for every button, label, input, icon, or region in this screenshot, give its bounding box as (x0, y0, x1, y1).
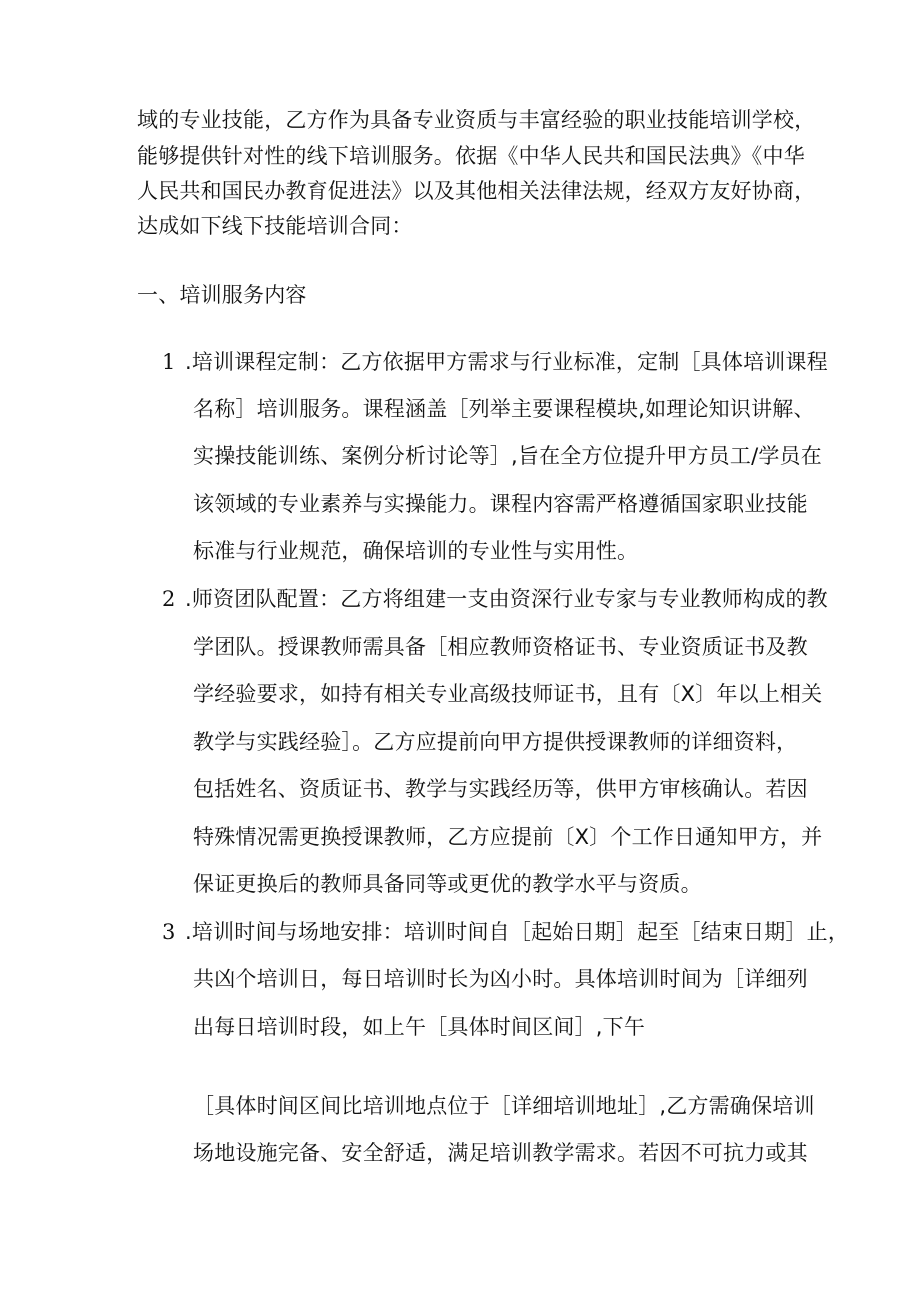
item-line: 该领域的专业素养与实操能力。课程内容需严格遵循国家职业技能 (193, 492, 808, 516)
item-line: 学经验要求，如持有相关专业高级技师证书，且有〔X〕年以上相关 (193, 682, 823, 706)
item-line: 学团队。授课教师需具备［相应教师资格证书、专业资质证书及教 (193, 635, 808, 659)
section-title: 一、培训服务内容 (137, 283, 307, 307)
item-line: 标准与行业规范，确保培训的专业性与实用性。 (193, 539, 639, 563)
intro-line: 能够提供针对性的线下培训服务。依据《中华人民共和国民法典》《中华 (137, 144, 805, 168)
item-line: .师资团队配置：乙方将组建一支由资深行业专家与专业教师构成的教 (185, 587, 828, 611)
item-line: 出每日培训时段，如上午［具体时间区间］,下午 (193, 1015, 646, 1039)
item-line: 教学与实践经验］。乙方应提前向甲方提供授课教师的详细资料， (193, 730, 798, 754)
item-line: 特殊情况需更换授课教师，乙方应提前〔X〕个工作日通知甲方，并 (193, 825, 823, 849)
item-line: 包括姓名、资质证书、教学与实践经历等，供甲方审核确认。若因 (193, 777, 808, 801)
item-line: 名称］培训服务。课程涵盖［列举主要课程模块,如理论知识讲解、 (193, 397, 815, 421)
intro-line: 域的专业技能，乙方作为具备专业资质与丰富经验的职业技能培训学校， (137, 108, 816, 132)
item-line: 保证更换后的教师具备同等或更优的教学水平与资质。 (193, 872, 702, 896)
item-line: 共凶个培训日，每日培训时长为凶小时。具体培训时间为［详细列 (193, 967, 808, 991)
item-line: .培训课程定制：乙方依据甲方需求与行业标准，定制［具体培训课程 (185, 350, 828, 374)
item-number: 2 (162, 587, 176, 611)
item-line: .培训时间与场地安排：培训时间自［起始日期］起至［结束日期］止， (185, 920, 850, 944)
intro-line: 达成如下线下技能培训合同： (137, 214, 413, 238)
item-line: 实操技能训练、案例分析讨论等］,旨在全方位提升甲方员工/学员在 (193, 444, 822, 468)
intro-line: 人民共和国民办教育促进法》以及其他相关法律法规，经双方友好协商， (137, 179, 816, 203)
continuation-line: ［具体时间区间比培训地点位于［详细培训地址］,乙方需确保培训 (193, 1094, 815, 1118)
continuation-line: 场地设施完备、安全舒适，满足培训教学需求。若因不可抗力或其 (193, 1141, 808, 1165)
item-number: 3 (162, 920, 176, 944)
item-number: 1 (162, 350, 176, 374)
